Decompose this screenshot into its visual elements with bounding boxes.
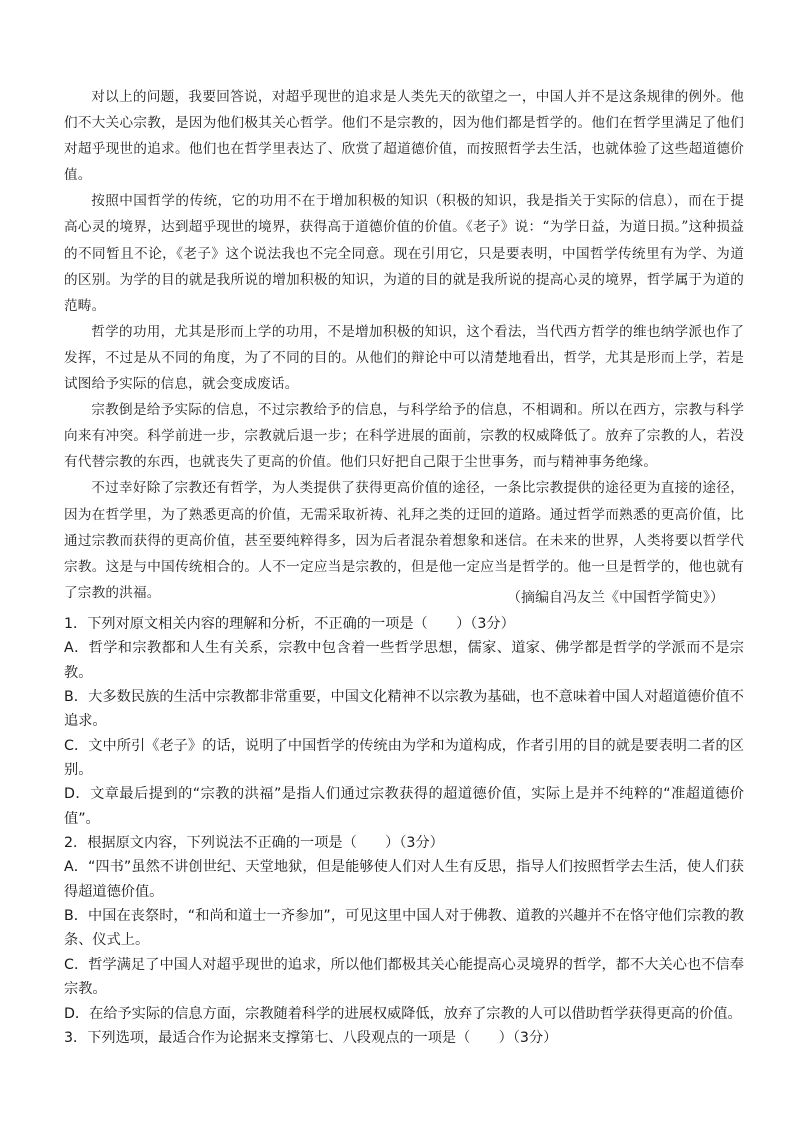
- question-2-option-d: D．在给予实际的信息方面，宗教随着科学的进展权威降低，放弃了宗教的人可以借助哲学获得更高的价值。: [64, 1005, 742, 1022]
- question-2-option-b: B．中国在丧祭时，“和尚和道士一齐参加”，可见这里中国人对于佛教、道教的兴趣并不在恪守他们宗教的教条、仪式上。: [64, 908, 744, 949]
- question-1-option-d: D．文章最后提到的“宗教的洪福”是指人们通过宗教获得的超道德价值，实际上是并不纯粹的“准超道德价值”。: [64, 786, 744, 827]
- question-2-option-a: A．“四书”虽然不讲创世纪、天堂地狱，但是能够使人们对人生有反思，指导人们按照哲学去生活，使人们获得超道德价值。: [64, 859, 744, 900]
- question-1-option-c: C．文中所引《老子》的话，说明了中国哲学的传统由为学和为道构成，作者引用的目的就是要表明二者的区别。: [64, 737, 744, 779]
- question-1-option-b: B．大多数民族的生活中宗教都非常重要，中国文化精神不以宗教为基础，也不意味着中国人对超道德价值不追求。: [64, 689, 744, 730]
- question-3-stem: 3．下列选项，最适合作为论据来支撑第七、八段观点的一项是（ ）（3分）: [64, 1029, 558, 1046]
- question-2-option-c: C．哲学满足了中国人对超乎现世的追求，所以他们都极其关心能提高心灵境界的哲学，都不大关心也不信奉宗教。: [64, 956, 744, 998]
- passage-source: （摘编自冯友兰《中国哲学简史》）: [507, 590, 724, 606]
- question-1-option-a: A．哲学和宗教都和人生有关系，宗教中包含着一些哲学思想，儒家、道家、佛学都是哲学的学派而不是宗教。: [64, 640, 744, 681]
- passage-paragraph: 对以上的问题，我要回答说，对超乎现世的追求是人类先天的欲望之一，中国人并不是这条规律的例外。他们不大关心宗教，是因为他们极其关心哲学。他们不是宗教的，因为他们都是哲学的。他们在哲学里满足了他们对超乎现世的追求。他们也在哲学里表达了、欣赏了超道德价值，而按照哲学去生活，也就体验了这些超道德价值。: [64, 89, 744, 184]
- question-2-stem: 2．根据原文内容，下列说法不正确的一项是（ ）（3分）: [64, 835, 444, 852]
- question-list: [64, 612, 744, 1050]
- passage-paragraph: 不过幸好除了宗教还有哲学，为人类提供了获得更高价值的途径，一条比宗教提供的途径更为直接的途径，因为在哲学里，为了熟悉更高的价值，无需采取祈祷、礼拜之类的迂回的道路。通过哲学而熟悉的更高价值，比通过宗教而获得的更高价值，甚至要纯粹得多，因为后者混杂着想象和迷信。在未来的世界，人类将要以哲学代宗教。这是与中国传统相合的。人不一定应当是宗教的，但是他一定应当是哲学的。他一旦是哲学的，他也就有了宗教的洪福。: [64, 480, 744, 601]
- passage-paragraph: 宗教倒是给予实际的信息，不过宗教给予的信息，与科学给予的信息，不相调和。所以在西方，宗教与科学向来有冲突。科学前进一步，宗教就后退一步；在科学进展的面前，宗教的权威降低了。放弃了宗教的人，若没有代替宗教的东西，也就丧失了更高的价值。他们只好把自己限于尘世事务，而与精神事务绝缘。: [64, 402, 744, 471]
- reading-passage: [64, 84, 744, 606]
- passage-paragraph: 哲学的功用，尤其是形而上学的功用，不是增加积极的知识，这个看法，当代西方哲学的维也纳学派也作了发挥，不过是从不同的角度，为了不同的目的。从他们的辩论中可以清楚地看出，哲学，尤其是形而上学，若是试图给予实际的信息，就会变成废话。: [64, 323, 744, 393]
- question-1-stem: 1．下列对原文相关内容的理解和分析，不正确的一项是（ ）（3分）: [64, 616, 515, 632]
- passage-paragraph: 按照中国哲学的传统，它的功用不在于增加积极的知识（积极的知识，我是指关于实际的信息），而在于提高心灵的境界，达到超乎现世的境界，获得高于道德价值的价值。《老子》说：“为学日益，为道日损。”这种损益的不同暂且不论，《老子》这个说法我也不完全同意。现在引用它，只是要表明，中国哲学传统里有为学、为道的区别。为学的目的就是我所说的增加积极的知识，为道的目的就是我所说的提高心灵的境界，哲学属于为道的范畴。: [64, 193, 744, 314]
